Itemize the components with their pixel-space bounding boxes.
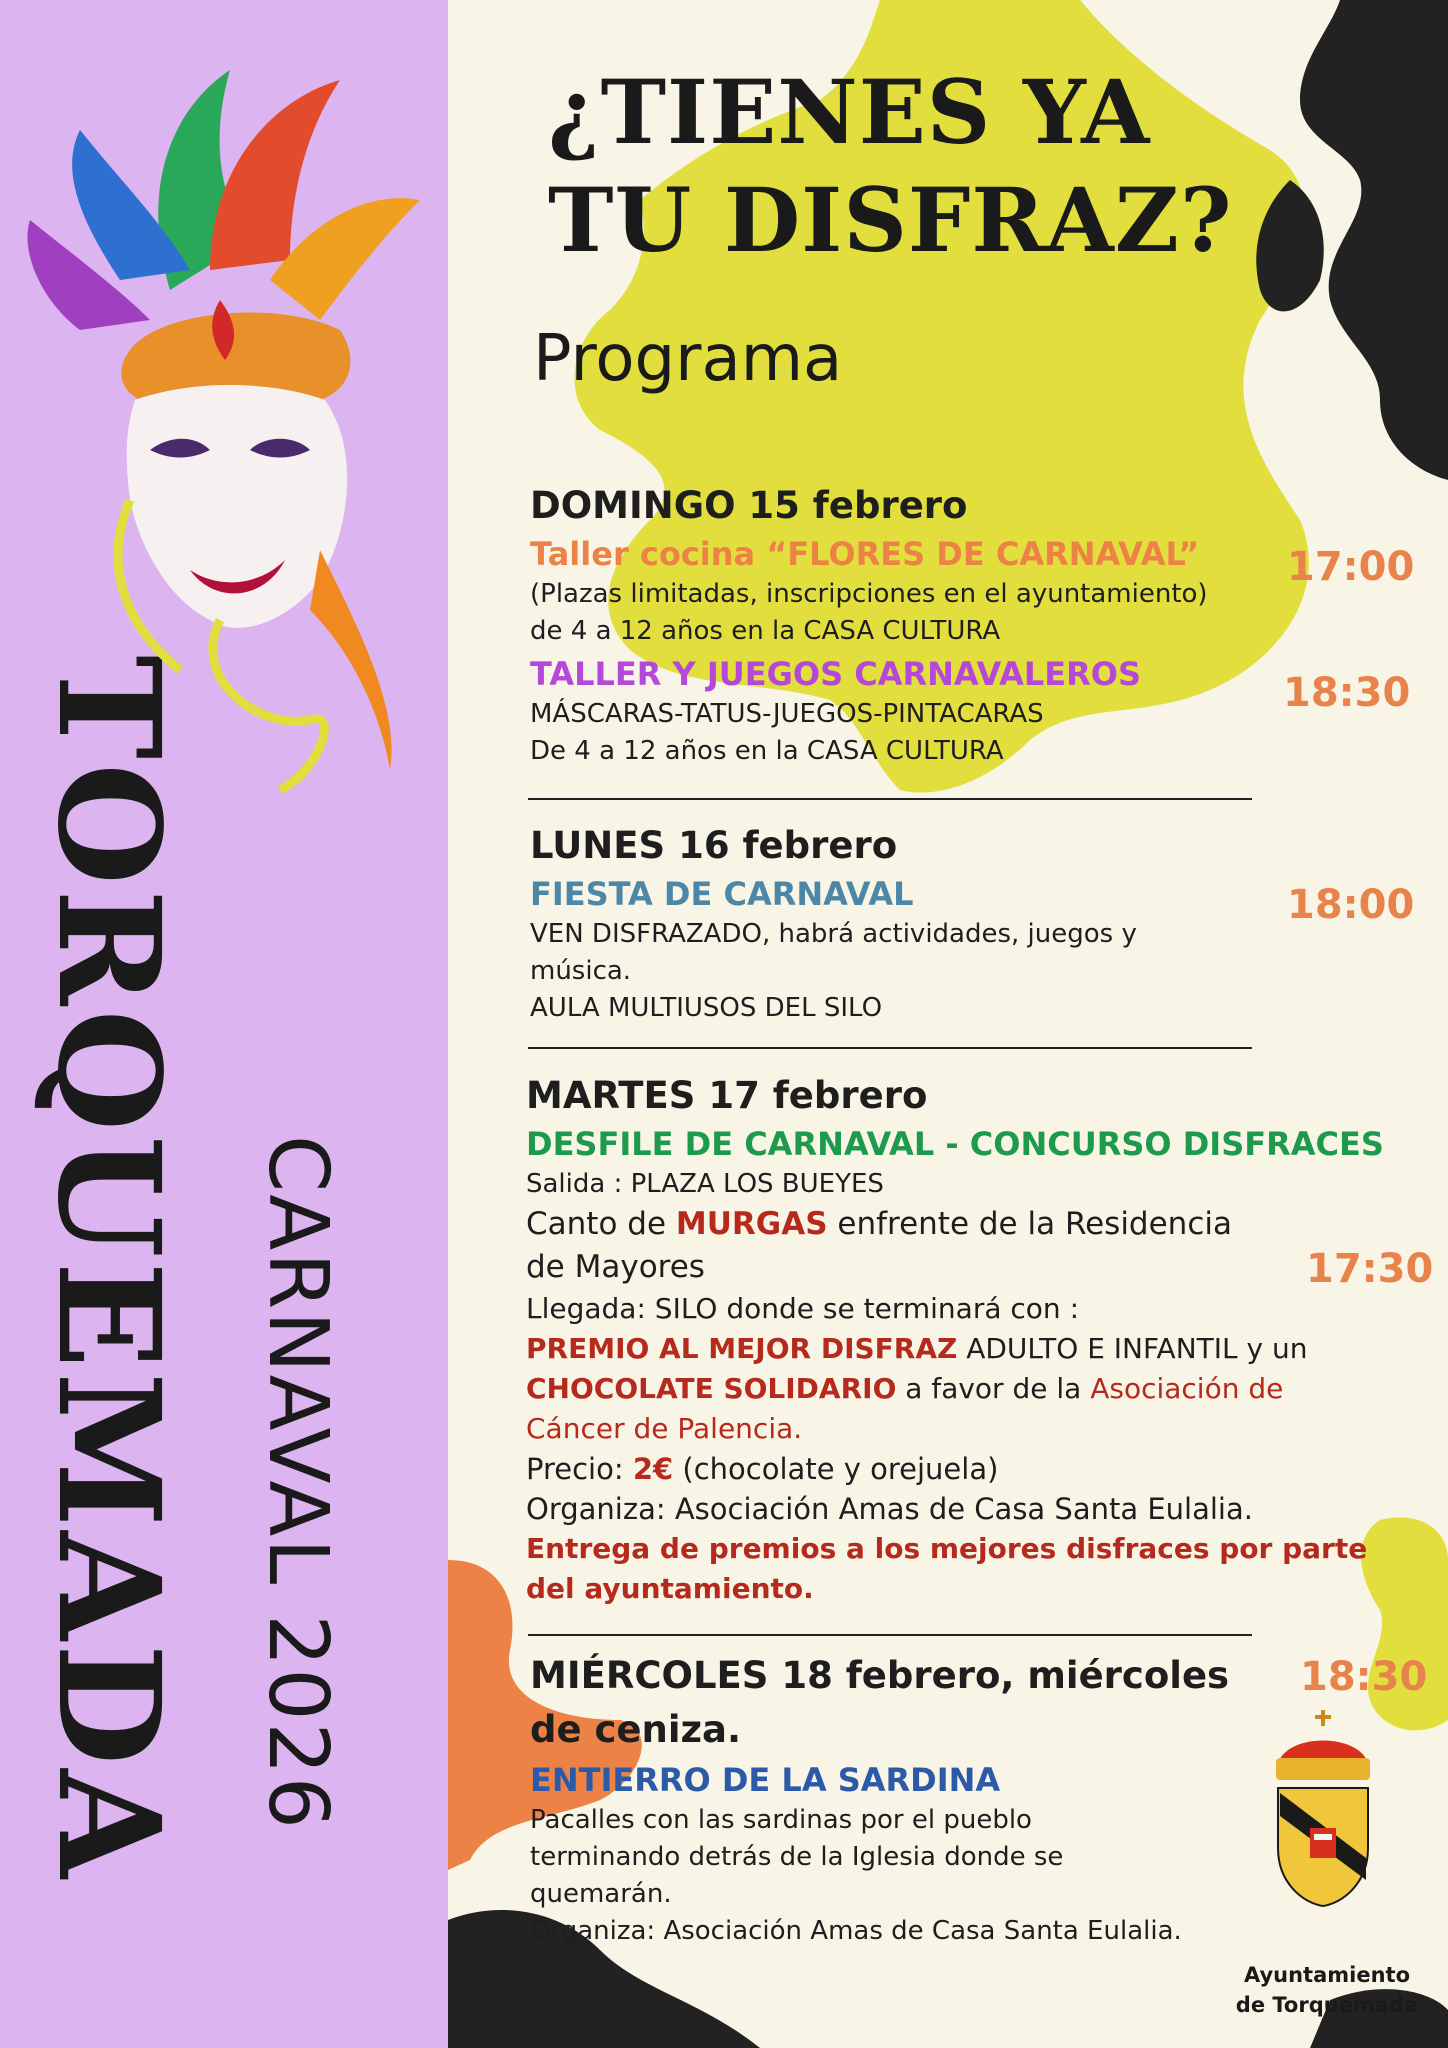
town-name-vertical: TORQUEMADA <box>26 655 190 1882</box>
event-time: 18:00 <box>1287 882 1415 928</box>
event-detail: de 4 a 12 años en la CASA CULTURA <box>530 616 1001 646</box>
event-detail: Llegada: SILO donde se terminará con : <box>526 1292 1079 1325</box>
day-title: MIÉRCOLES 18 febrero, miércoles <box>530 1654 1230 1697</box>
event-title: Taller cocina “FLORES DE CARNAVAL” <box>530 535 1200 573</box>
event-detail: Precio: 2€ (chocolate y orejuela) <box>526 1452 999 1486</box>
town-hall-credit: Ayuntamiento de Torquemada <box>1235 1963 1419 2017</box>
coat-of-arms-icon <box>1268 1708 1378 1908</box>
day-title: LUNES 16 febrero <box>530 824 898 867</box>
program-subtitle: Programa <box>533 322 843 396</box>
day-title: DOMINGO 15 febrero <box>530 484 968 527</box>
event-detail: Pacalles con las sardinas por el pueblo <box>530 1805 1032 1835</box>
event-detail: VEN DISFRAZADO, habrá actividades, juegos y <box>530 919 1137 949</box>
event-detail: Organiza: Asociación Amas de Casa Santa Eulalia. <box>526 1492 1253 1526</box>
day-wednesday <box>530 1648 1290 1950</box>
headline-line-2: TU DISFRAZ? <box>548 168 1233 272</box>
carnival-mask-icon <box>20 30 440 830</box>
headline-line-1: ¿TIENES YA <box>548 60 1151 164</box>
event-time: 17:30 <box>1306 1246 1434 1292</box>
event-detail: CHOCOLATE SOLIDARIO a favor de la Asociación de <box>526 1372 1284 1405</box>
event-detail: de Mayores <box>526 1249 705 1285</box>
event-detail: quemarán. <box>530 1879 672 1909</box>
event-detail: De 4 a 12 años en la CASA CULTURA <box>530 736 1004 766</box>
event-detail: AULA MULTIUSOS DEL SILO <box>530 993 883 1023</box>
event-detail: PREMIO AL MEJOR DISFRAZ ADULTO E INFANTIL y un <box>526 1332 1308 1365</box>
event-time: 18:30 <box>1283 670 1411 716</box>
event-detail: Cáncer de Palencia. <box>526 1412 803 1445</box>
event-title: TALLER Y JUEGOS CARNAVALEROS <box>530 655 1142 693</box>
section-divider <box>528 1634 1252 1636</box>
event-detail: del ayuntamiento. <box>526 1572 814 1605</box>
event-title: FIESTA DE CARNAVAL <box>530 875 914 913</box>
event-title: ENTIERRO DE LA SARDINA <box>530 1761 1001 1799</box>
day-title: MARTES 17 febrero <box>526 1074 928 1117</box>
event-detail: música. <box>530 956 632 986</box>
event-title: DESFILE DE CARNAVAL - CONCURSO DISFRACES <box>526 1125 1384 1163</box>
headline <box>548 58 1233 274</box>
day-tuesday <box>526 1072 1406 1609</box>
event-detail: Salida : PLAZA LOS BUEYES <box>526 1169 884 1199</box>
day-title: de ceniza. <box>530 1708 742 1751</box>
section-divider <box>528 798 1252 800</box>
event-detail: (Plazas limitadas, inscripciones en el ayuntamiento) <box>530 579 1208 609</box>
section-divider <box>528 1047 1252 1049</box>
day-sunday <box>530 482 1390 770</box>
event-detail: MÁSCARAS-TATUS-JUEGOS-PINTACARAS <box>530 699 1044 729</box>
event-time: 17:00 <box>1287 544 1415 590</box>
event-time: 18:30 <box>1300 1654 1428 1700</box>
event-detail: Canto de MURGAS enfrente de la Residencia <box>526 1206 1232 1242</box>
event-detail: Entrega de premios a los mejores disfraces por parte <box>526 1532 1368 1565</box>
event-detail: terminando detrás de la Iglesia donde se <box>530 1842 1064 1872</box>
event-detail: Organiza: Asociación Amas de Casa Santa Eulalia. <box>530 1916 1182 1946</box>
carnival-edition-vertical: CARNAVAL 2026 <box>250 1135 345 1831</box>
day-monday <box>530 822 1390 1027</box>
